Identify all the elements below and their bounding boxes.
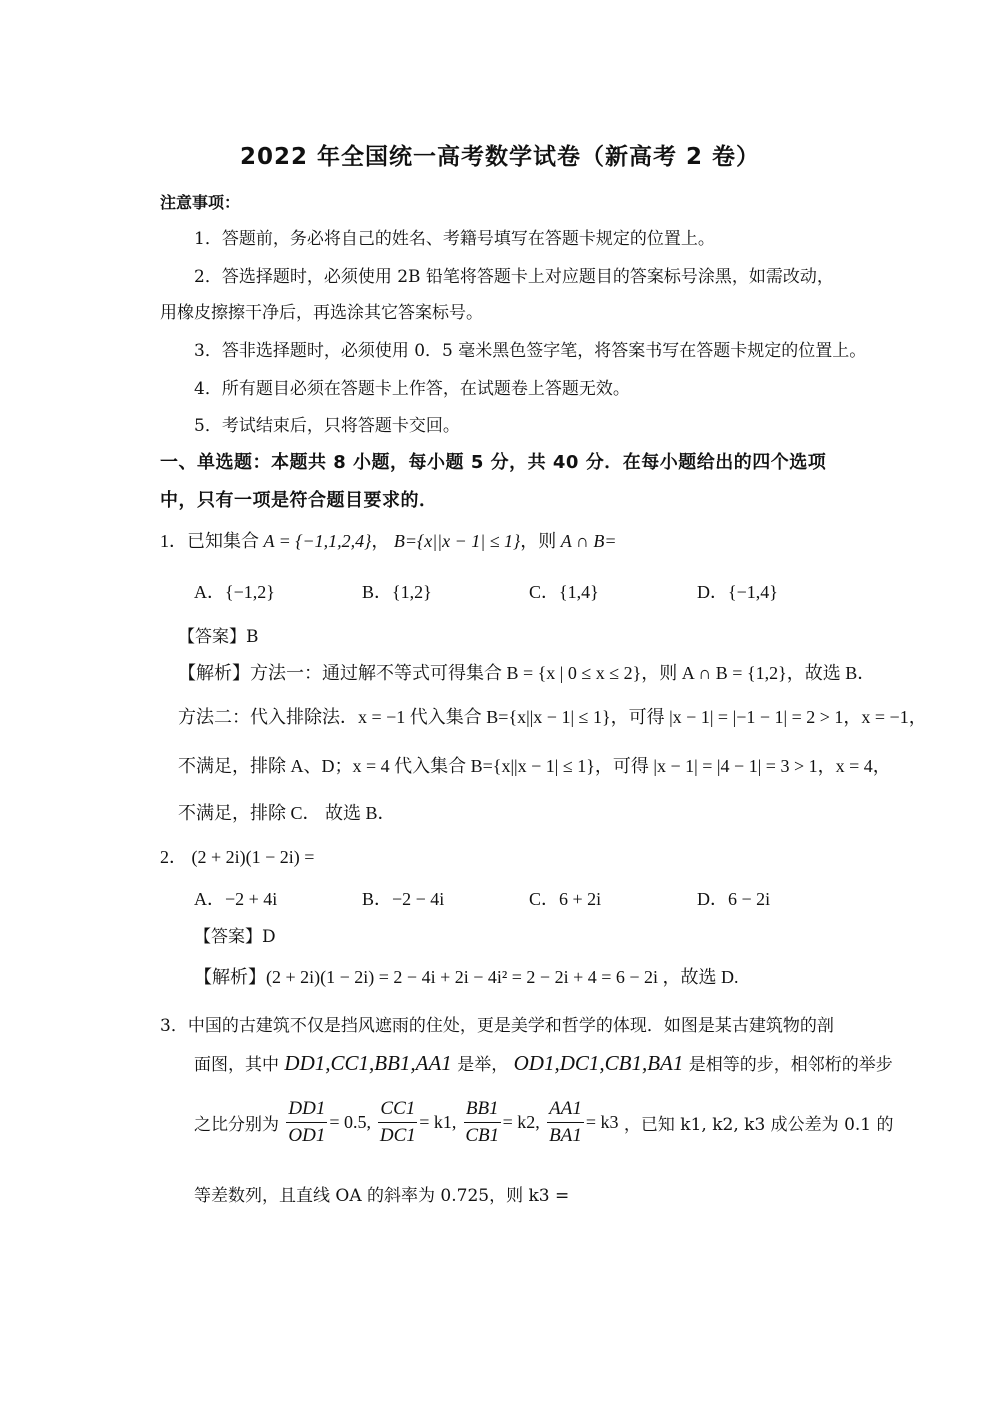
q3-fraction (464, 1096, 501, 1149)
q1-option-c: C．{1,4} (529, 582, 599, 602)
q1-analysis-1: 【解析】方法一：通过解不等式可得集合 B = {x | 0 ≤ x ≤ 2}，则 A ∩ B = {1,2}，故选 B． (178, 663, 876, 683)
q3-line1: 3．中国的古建筑不仅是挡风遮雨的住处，更是美学和哲学的体现．如图是某古建筑物的剖 (160, 1016, 834, 1036)
q3-line3-text-a: 之比分别为 (194, 1115, 279, 1135)
q1-stem (160, 527, 617, 553)
q3-fraction-numerator: BB1 (464, 1096, 501, 1123)
q1-stem-text-2: ，则 (520, 531, 557, 551)
q1-set-b: B={x||x − 1| ≤ 1} (393, 531, 521, 551)
q3-fraction-value: = 0.5, (329, 1112, 372, 1132)
q2-option-d: D．6 − 2i (697, 889, 771, 909)
q3-rise-list: DD1,CC1,BB1,AA1 (284, 1051, 452, 1075)
q1-expression: A ∩ B= (560, 531, 617, 551)
q3-fraction-value: = k3 (585, 1112, 619, 1132)
q3-fraction-value: = k1, (419, 1112, 457, 1132)
q2-answer: 【答案】D (194, 927, 276, 947)
q3-line3-text-b: ，已知 k1, k2, k3 成公差为 0.1 的 (623, 1115, 894, 1135)
q3-line2-text-c: 是相等的步，相邻桁的举步 (688, 1055, 893, 1075)
q1-set-a: A = {−1,1,2,4} (263, 531, 372, 551)
notice-item-4: 4．所有题目必须在答题卡上作答，在试题卷上答题无效。 (194, 379, 630, 399)
q2-stem: 2． (2 + 2i)(1 − 2i) = (160, 847, 315, 867)
q3-fraction-denominator: OD1 (288, 1125, 326, 1146)
q1-option-a: A．{−1,2} (194, 582, 275, 602)
q3-fraction-denominator: BA1 (549, 1125, 582, 1146)
q1-analysis-4: 不满足，排除 C． 故选 B． (178, 803, 396, 823)
q1-analysis-2: 方法二：代入排除法．x = −1 代入集合 B={x||x − 1| ≤ 1}，可得 |x − 1| = |−1 − 1| = 2 > 1，x = −1， (178, 707, 927, 727)
q3-run-list: OD1,DC1,CB1,BA1 (513, 1051, 684, 1075)
notice-item-1: 1．答题前，务必将自己的姓名、考籍号填写在答题卡规定的位置上。 (194, 229, 715, 249)
q1-separator: ， (371, 531, 390, 551)
q3-fraction-denominator: DC1 (379, 1125, 416, 1146)
q1-stem-text: 1．已知集合 (160, 531, 259, 551)
q3-line3 (194, 1096, 894, 1149)
notice-item-5: 5．考试结束后，只将答题卡交回。 (194, 416, 460, 436)
q1-option-d: D．{−1,4} (697, 582, 778, 602)
section-heading-line2: 中，只有一项是符合题目要求的． (160, 490, 438, 511)
page-title: 2022 年全国统一高考数学试卷（新高考 2 卷） (239, 144, 761, 170)
q1-analysis-3: 不满足，排除 A、D；x = 4 代入集合 B={x||x − 1| ≤ 1}，可得 |x − 1| = |4 − 1| = 3 > 1，x = 4， (178, 756, 891, 776)
section-heading-line1: 一、单选题：本题共 8 小题，每小题 5 分，共 40 分．在每小题给出的四个选项 (160, 452, 827, 473)
q3-line2 (194, 1050, 893, 1076)
q3-fraction-numerator: CC1 (378, 1096, 417, 1123)
q1-option-b: B．{1,2} (362, 582, 432, 602)
q2-option-c: C．6 + 2i (529, 889, 602, 909)
q2-option-b: B．−2 − 4i (362, 889, 445, 909)
q3-fraction (286, 1096, 327, 1149)
q2-analysis: 【解析】(2 + 2i)(1 − 2i) = 2 − 4i + 2i − 4i² = 2 − 2i + 4 = 6 − 2i ，故选 D. (194, 967, 739, 987)
notice-item-3: 3．答非选择题时，必须使用 0．5 毫米黑色签字笔，将答案书写在答题卡规定的位置上。 (194, 341, 867, 361)
q3-fraction-numerator: AA1 (547, 1096, 584, 1123)
q3-fraction-value: = k2, (502, 1112, 540, 1132)
q3-line4: 等差数列，且直线 OA 的斜率为 0.725，则 k3 = (194, 1186, 570, 1206)
q2-option-a: A．−2 + 4i (194, 889, 278, 909)
q3-line2-text-a: 面图，其中 (194, 1055, 279, 1075)
notice-item-2: 2．答选择题时，必须使用 2B 铅笔将答题卡上对应题目的答案标号涂黑，如需改动， (194, 267, 834, 287)
q3-fraction (378, 1096, 417, 1149)
q3-fraction-numerator: DD1 (286, 1096, 327, 1123)
q1-answer: 【答案】B (178, 627, 259, 647)
notice-heading: 注意事项： (160, 193, 241, 212)
notice-item-2-cont: 用橡皮擦擦干净后，再选涂其它答案标号。 (160, 303, 483, 323)
q3-fraction-denominator: CB1 (465, 1125, 500, 1146)
q3-fraction (547, 1096, 584, 1149)
q3-line2-text-b: 是举， (457, 1055, 509, 1075)
